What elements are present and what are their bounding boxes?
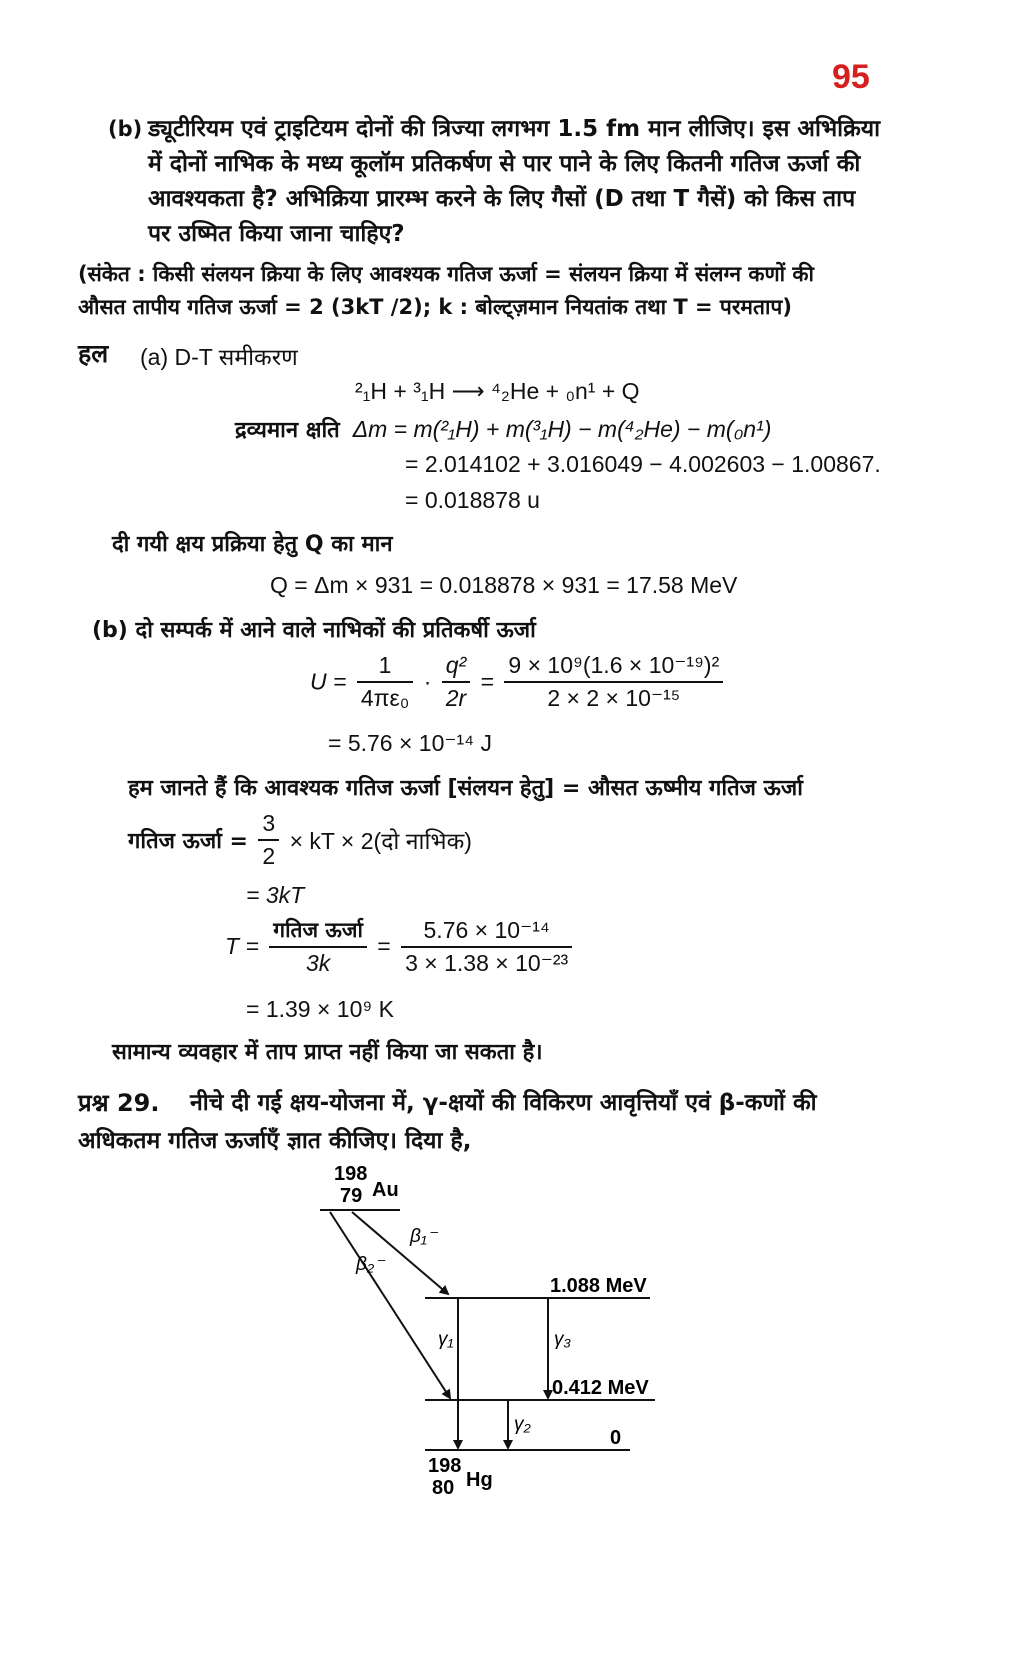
daughter-z: 80 xyxy=(432,1477,455,1499)
t-result: = 1.39 × 10⁹ K xyxy=(246,996,394,1022)
beta1-arrow xyxy=(352,1212,448,1294)
level-mid-label: 0.412 MeV xyxy=(552,1377,649,1399)
beta2-label: β₂⁻ xyxy=(356,1254,385,1275)
t-fraction-1 xyxy=(269,916,367,977)
reaction-equation: ²₁H + ³₁H ⟶ ⁴₂He + ₀n¹ + Q xyxy=(355,378,640,404)
u-f1-num: 1 xyxy=(357,652,413,683)
hint-block xyxy=(78,258,814,324)
parent-symbol: Au xyxy=(372,1179,399,1201)
ke-den: 2 xyxy=(262,843,276,869)
conclusion: सामान्य व्यवहार में ताप प्राप्त नहीं किया जा सकता है। xyxy=(112,1040,543,1065)
part-b-label: (b) xyxy=(108,117,143,141)
u-f2-num: q² xyxy=(442,652,470,683)
t-f1-num: गतिज ऊर्जा xyxy=(269,916,367,948)
part-b-line-3: आवश्यकता है? अभिक्रिया प्रारम्भ करने के लिए गैसों (D तथा T गैसें) को किस ताप xyxy=(148,186,856,212)
u-lhs: U = xyxy=(310,668,347,695)
q-equation: Q = Δm × 931 = 0.018878 × 931 = 17.58 MeV xyxy=(270,572,738,598)
solution-label: हल xyxy=(78,339,109,368)
question-29-line-2: अधिकतम गतिज ऊर्जाएँ ज्ञात कीजिए। दिया है, xyxy=(78,1128,472,1154)
hint-line-1: (संकेत : किसी संलयन क्रिया के लिए आवश्यक गतिज ऊर्जा = संलयन क्रिया में संलग्न कणों की xyxy=(78,262,814,286)
u-f2-den: 2r xyxy=(445,685,467,711)
gamma1-label: γ₁ xyxy=(438,1329,454,1350)
level-ground-label: 0 xyxy=(610,1427,622,1449)
t-lhs: T = xyxy=(225,933,259,959)
question-29-line-1: नीचे दी गई क्षय-योजना में, γ-क्षयों की विकिरण आवृत्तियाँ एवं β-कणों की xyxy=(190,1090,817,1116)
daughter-symbol: Hg xyxy=(466,1469,493,1491)
t-fraction-2 xyxy=(401,917,572,977)
mass-values: = 2.014102 + 3.016049 − 4.002603 − 1.00867. xyxy=(405,451,881,477)
part-b-line-4: पर उष्मित किया जाना चाहिए? xyxy=(148,221,405,247)
ke-num: 3 xyxy=(258,810,279,841)
t-equation: T = $\frac{\text{गतिज ऊर्जा}}{3k}$ = $\frac{\text{5.76 × 10⁻¹⁴}}{\text{3 × 1.38 × 10⁻²³}}$ xyxy=(225,916,576,977)
gamma3-label: γ₃ xyxy=(554,1329,572,1350)
part-b-line-2: में दोनों नाभिक के मध्य कूलॉम प्रतिकर्षण से पार पाने के लिए कितनी गतिज ऊर्जा की xyxy=(148,151,861,177)
daughter-mass: 198 xyxy=(428,1455,462,1477)
gamma2-label: γ₂ xyxy=(514,1414,531,1435)
ke-lhs: गतिज ऊर्जा = xyxy=(128,829,248,854)
beta1-label: β₁⁻ xyxy=(410,1226,437,1247)
ke-result: = 3kT xyxy=(246,882,305,908)
u-f3-den: 2 × 2 × 10⁻¹⁵ xyxy=(547,685,681,711)
decay-scheme-diagram xyxy=(300,1160,700,1500)
u-fraction-2 xyxy=(442,652,470,712)
part-b-line-1: ड्यूटीरियम एवं ट्राइटियम दोनों की त्रिज्या लगभग 1.5 fm मान लीजिए। इस अभिक्रिया xyxy=(148,116,881,142)
t-f2-num: 5.76 × 10⁻¹⁴ xyxy=(401,917,572,948)
t-f2-den: 3 × 1.38 × 10⁻²³ xyxy=(405,949,569,976)
ke-fraction xyxy=(258,810,279,870)
u-result: = 5.76 × 10⁻¹⁴ J xyxy=(328,730,492,756)
q-text: दी गयी क्षय प्रक्रिया हेतु Q का मान xyxy=(112,532,393,557)
ke-rhs: × kT × 2(दो नाभिक) xyxy=(289,828,472,854)
u-fraction-1 xyxy=(357,652,413,712)
page-number: 95 xyxy=(832,58,870,96)
mass-defect-equation: Δm = m(²₁H) + m(³₁H) − m(⁴₂He) − m(₀n¹) xyxy=(352,416,772,442)
know-text: हम जानते हैं कि आवश्यक गतिज ऊर्जा [संलयन हेतु] = औसत ऊष्मीय गतिज ऊर्जा xyxy=(128,776,803,801)
ke-equation xyxy=(128,810,472,870)
mass-defect-row xyxy=(235,414,771,444)
u-equation: U = $\frac{1}{\text{4πε₀}}$ · $\frac{\text{q²}}{2r}$ = $\frac{\text{9 × 10⁹(1.6 × 10⁻¹⁹)²}}{\text{2 × 2 × 10⁻¹⁵}}$ xyxy=(310,652,727,712)
question-29-label: प्रश्न 29. xyxy=(78,1089,160,1117)
part-a-heading: (a) D-T समीकरण xyxy=(140,344,298,370)
u-fraction-3 xyxy=(504,652,723,712)
t-f1-den: 3k xyxy=(305,950,331,976)
parent-z: 79 xyxy=(340,1185,363,1207)
hint-line-2: औसत तापीय गतिज ऊर्जा = 2 (3kT /2); k : बोल्ट्ज़मान नियतांक तथा T = परमताप) xyxy=(78,295,792,319)
parent-mass: 198 xyxy=(334,1163,368,1185)
mass-result: = 0.018878 u xyxy=(405,487,540,513)
u-f3-num: 9 × 10⁹(1.6 × 10⁻¹⁹)² xyxy=(504,652,723,683)
mass-defect-label: द्रव्यमान क्षति xyxy=(235,418,340,443)
part-b-heading: (b) दो सम्पर्क में आने वाले नाभिकों की प्रतिकर्षी ऊर्जा xyxy=(92,618,536,643)
u-f1-den: 4πε₀ xyxy=(360,685,410,711)
level-high-label: 1.088 MeV xyxy=(550,1275,647,1297)
